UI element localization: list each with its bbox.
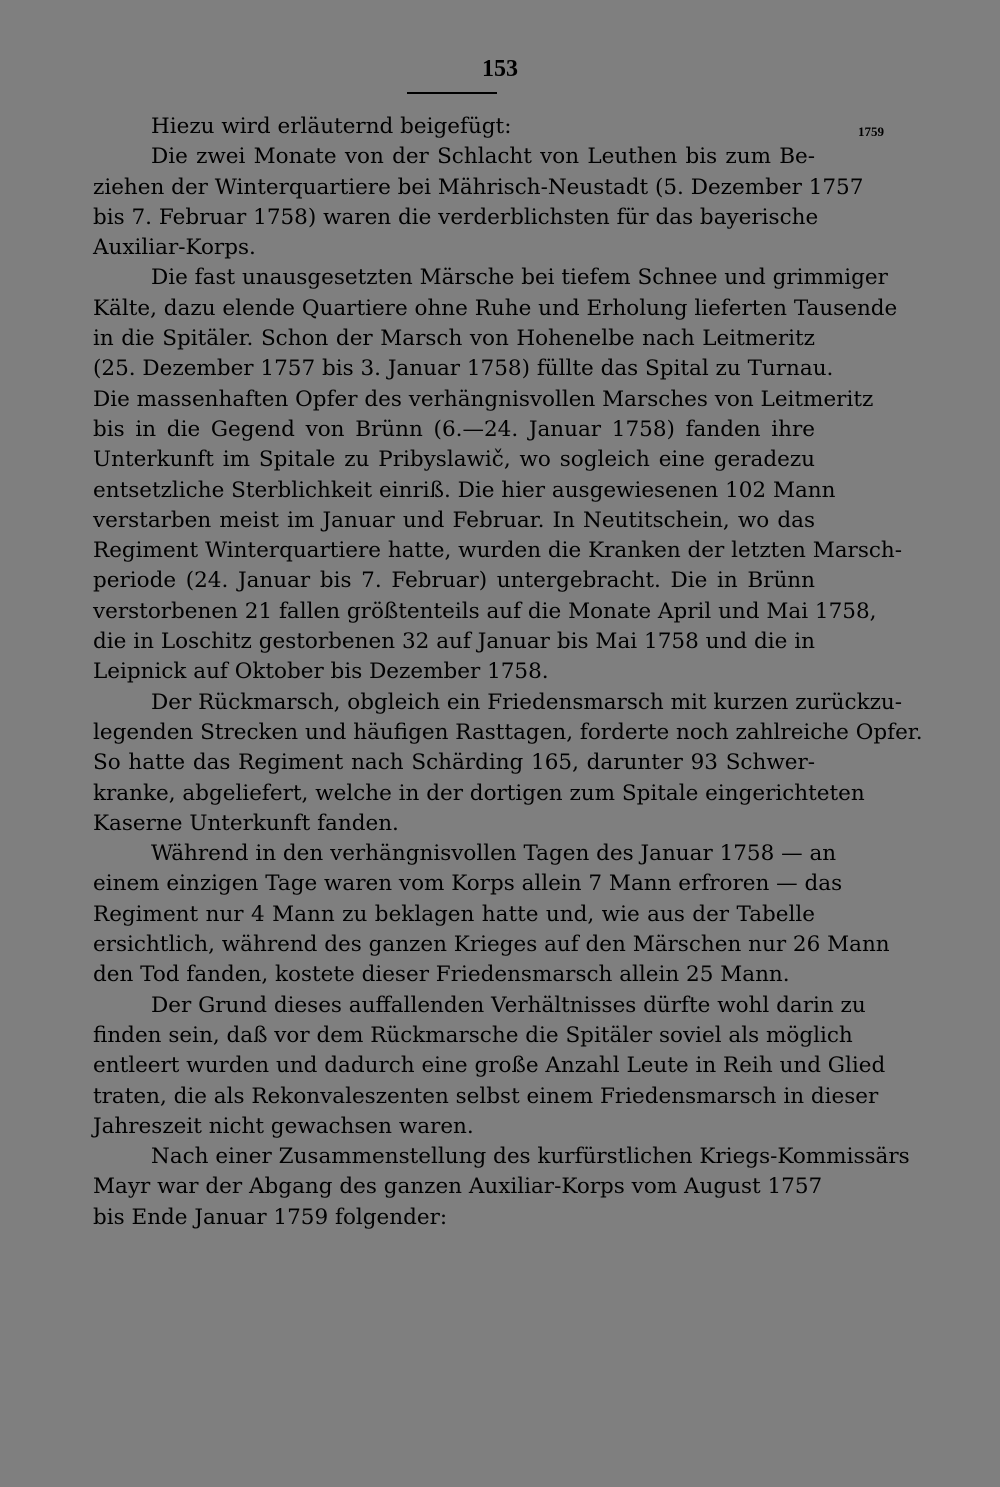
text-line: Nach einer Zusammenstellung des kurfürstlichen Kriegs-Kommissärs [151, 1144, 910, 1170]
text-line: kranke, abgeliefert, welche in der dortigen zum Spitale eingerichteten [93, 780, 865, 806]
text-line: in die Spitäler. Schon der Marsch von Hohenelbe nach Leitmeritz [93, 326, 815, 352]
text-line: Auxiliar-Korps. [93, 235, 256, 261]
page-number: 153 [482, 56, 518, 82]
text-line: (25. Dezember 1757 bis 3. Januar 1758) füllte das Spital zu Turnau. [93, 356, 834, 382]
text-line: Die zwei Monate von der Schlacht von Leuthen bis zum Be- [151, 144, 815, 170]
text-line: bis in die Gegend von Brünn (6.—24. Januar 1758) fanden ihre [93, 416, 815, 442]
text-line: entsetzliche Sterblichkeit einriß. Die hier ausgewiesenen 102 Mann [93, 477, 836, 503]
text-line: ersichtlich, während des ganzen Krieges auf den Märschen nur 26 Mann [93, 932, 890, 958]
text-line: periode (24. Januar bis 7. Februar) untergebracht. Die in Brünn [93, 568, 815, 594]
paragraph [93, 142, 864, 263]
paragraph [93, 839, 890, 990]
text-line: Kaserne Unterkunft fanden. [93, 810, 399, 836]
text-line: Die fast unausgesetzten Märsche bei tiefem Schnee und grimmiger [151, 265, 888, 291]
text-line: bis 7. Februar 1758) waren die verderblichsten für das bayerische [93, 204, 819, 230]
text-line: Regiment Winterquartiere hatte, wurden die Kranken der letzten Marsch- [93, 538, 903, 564]
margin-note-year: 1759 [858, 124, 884, 139]
body-text [93, 112, 923, 1233]
text-line: Leipnick auf Oktober bis Dezember 1758. [93, 659, 549, 685]
text-line: ziehen der Winterquartiere bei Mährisch-Neustadt (5. Dezember 1757 [93, 174, 864, 200]
paragraph [93, 688, 923, 839]
text-line: Regiment nur 4 Mann zu beklagen hatte und, wie aus der Tabelle [93, 901, 815, 927]
text-line: finden sein, daß vor dem Rückmarsche die Spitäler soviel als möglich [93, 1022, 853, 1048]
text-line: So hatte das Regiment nach Schärding 165, darunter 93 Schwer- [93, 750, 815, 776]
text-line: verstarben meist im Januar und Februar. In Neutitschein, wo das [93, 507, 815, 533]
text-line: Kälte, dazu elende Quartiere ohne Ruhe und Erholung lieferten Tausende [93, 295, 898, 321]
text-line: den Tod fanden, kostete dieser Friedensmarsch allein 25 Mann. [93, 962, 790, 988]
text-line: Jahreszeit nicht gewachsen waren. [93, 1113, 474, 1139]
text-line: Während in den verhängnisvollen Tagen des Januar 1758 — an [151, 841, 837, 867]
text-line: Die massenhaften Opfer des verhängnisvollen Marsches von Leitmeritz [93, 386, 874, 412]
text-line: Der Rückmarsch, obgleich ein Friedensmarsch mit kurzen zurückzu- [151, 689, 903, 715]
page-number-rule [407, 92, 497, 94]
paragraph [93, 112, 815, 142]
text-line: Mayr war der Abgang des ganzen Auxiliar-Korps vom August 1757 [93, 1174, 823, 1200]
text-line: einem einzigen Tage waren vom Korps allein 7 Mann erfroren — das [93, 871, 843, 897]
text-line: entleert wurden und dadurch eine große Anzahl Leute in Reih und Glied [93, 1053, 886, 1079]
text-line: legenden Strecken und häufigen Rasttagen, forderte noch zahlreiche Opfer. [93, 719, 923, 745]
text-line: bis Ende Januar 1759 folgender: [93, 1204, 448, 1230]
paragraph [93, 991, 886, 1142]
text-line: verstorbenen 21 fallen größtenteils auf die Monate April und Mai 1758, [93, 598, 877, 624]
text-line: die in Loschitz gestorbenen 32 auf Januar bis Mai 1758 und die in [93, 629, 815, 655]
paragraph [93, 1142, 910, 1233]
text-line: Unterkunft im Spitale zu Pribyslawič, wo sogleich eine geradezu [93, 447, 815, 473]
text-line: Hiezu wird erläuternd beigefügt: [151, 114, 512, 139]
paragraph [93, 263, 903, 687]
text-line: traten, die als Rekonvaleszenten selbst einem Friedensmarsch in dieser [93, 1083, 879, 1109]
text-line: Der Grund dieses auffallenden Verhältnisses dürfte wohl darin zu [151, 992, 866, 1018]
